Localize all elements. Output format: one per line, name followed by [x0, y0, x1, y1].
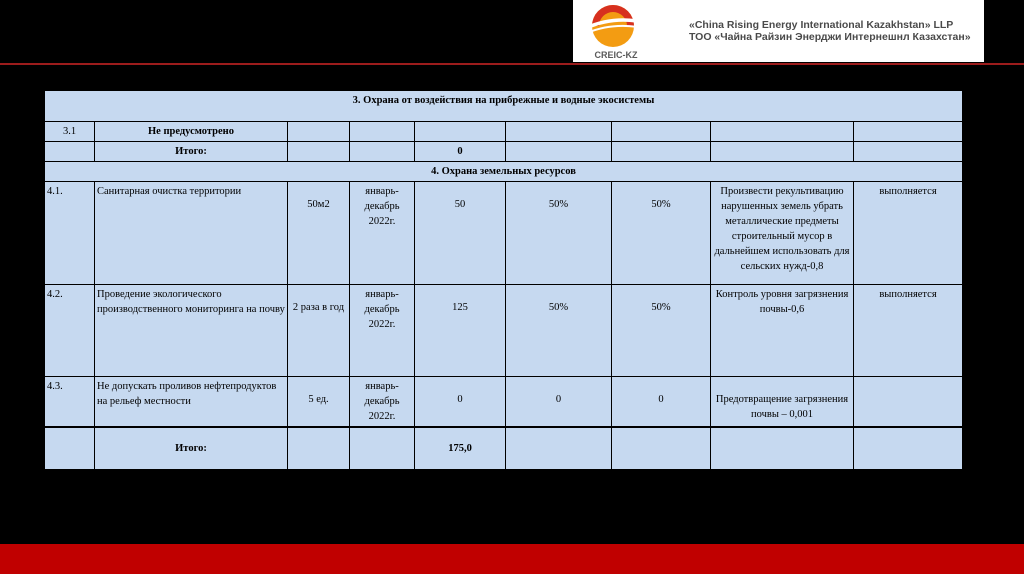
effect-cell: Предотвращение загрязнения почвы – 0,001 [711, 377, 854, 428]
company-name-en: «China Rising Energy International Kazakhstan» LLP [689, 19, 954, 31]
subtotal-value: 0 [415, 142, 506, 162]
effect-cell: Контроль уровня загрязнения почвы-0,6 [711, 285, 854, 377]
company-logo-icon [583, 2, 647, 52]
share-cell-1: 0 [506, 377, 612, 428]
measure-name: Санитарная очистка территории [95, 182, 288, 285]
subtotal-label: Итого: [95, 142, 288, 162]
measure-name: Не допускать проливов нефтепродуктов на рельеф местности [95, 377, 288, 428]
company-name-block [689, 19, 971, 43]
amount-cell: 125 [415, 285, 506, 377]
period-cell: январь-декабрь 2022г. [350, 377, 415, 428]
period-cell: январь-декабрь 2022г. [350, 182, 415, 285]
measure-name: Не предусмотрено [95, 122, 288, 142]
measure-name: Проведение экологического производственного мониторинга на почву [95, 285, 288, 377]
effect-cell: Произвести рекультивацию нарушенных земель убрать металлические предметы строительный мусор в дальнейшем использовать для сельских нужд-0,8 [711, 182, 854, 285]
section-3-title: 3. Охрана от воздействия на прибрежные и водные экосистемы [45, 91, 963, 122]
share-cell-2: 0 [612, 377, 711, 428]
volume-cell: 5 ед. [288, 377, 350, 428]
table-row [45, 285, 963, 377]
header-banner [573, 0, 984, 62]
report-table [44, 90, 963, 470]
subtotal-row [45, 142, 963, 162]
total-label: Итого: [95, 427, 288, 469]
amount-cell: 50 [415, 182, 506, 285]
logo-text: CREIC-KZ [594, 50, 638, 60]
period-cell: январь-декабрь 2022г. [350, 285, 415, 377]
row-number: 4.1. [45, 182, 95, 285]
status-cell [854, 377, 963, 428]
company-name-ru: ТОО «Чайна Райзин Энерджи Интернешнл Казахстан» [689, 31, 971, 43]
row-number: 3.1 [45, 122, 95, 142]
table-row [45, 122, 963, 142]
row-number: 4.3. [45, 377, 95, 428]
share-cell-2: 50% [612, 182, 711, 285]
share-cell-2: 50% [612, 285, 711, 377]
volume-cell: 50м2 [288, 182, 350, 285]
total-row [45, 427, 963, 469]
table-row [45, 377, 963, 428]
row-number: 4.2. [45, 285, 95, 377]
share-cell-1: 50% [506, 182, 612, 285]
footer-bar [0, 544, 1024, 574]
section-4-header-row [45, 162, 963, 182]
share-cell-1: 50% [506, 285, 612, 377]
header-divider [0, 63, 1024, 65]
total-value: 175,0 [415, 427, 506, 469]
volume-cell: 2 раза в год [288, 285, 350, 377]
amount-cell: 0 [415, 377, 506, 428]
section-3-header-row [45, 91, 963, 122]
status-cell: выполняется [854, 285, 963, 377]
table-row [45, 182, 963, 285]
status-cell: выполняется [854, 182, 963, 285]
section-4-title: 4. Охрана земельных ресурсов [45, 162, 963, 182]
